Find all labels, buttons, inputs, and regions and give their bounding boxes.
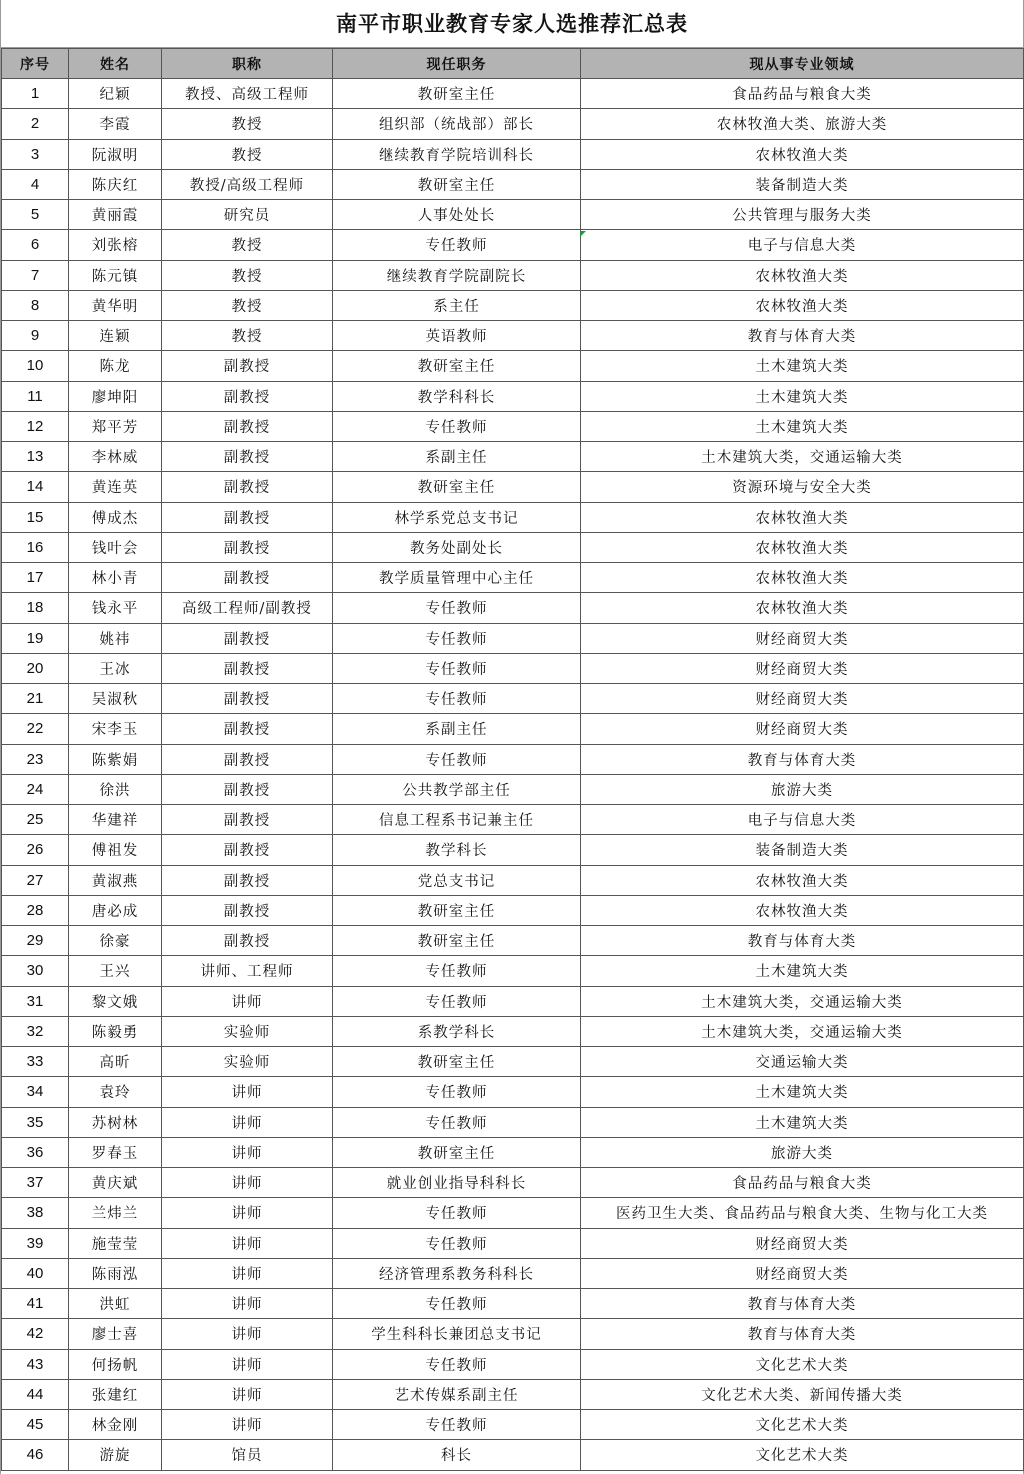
cell-post: 经济管理系教务科科长	[333, 1258, 581, 1288]
cell-rank: 副教授	[162, 532, 333, 562]
table-row	[2, 1349, 1024, 1379]
cell-index: 25	[2, 805, 69, 835]
cell-index: 10	[2, 351, 69, 381]
cell-field: 农林牧渔大类	[581, 895, 1024, 925]
cell-rank: 教授/高级工程师	[162, 169, 333, 199]
cell-index: 15	[2, 502, 69, 532]
cell-index: 9	[2, 321, 69, 351]
table-row	[2, 926, 1024, 956]
cell-post: 专任教师	[333, 1349, 581, 1379]
cell-rank: 副教授	[162, 351, 333, 381]
cell-post: 信息工程系书记兼主任	[333, 805, 581, 835]
cell-rank: 副教授	[162, 472, 333, 502]
table-row	[2, 1168, 1024, 1198]
table-row	[2, 684, 1024, 714]
cell-index: 21	[2, 684, 69, 714]
table-row	[2, 1198, 1024, 1228]
cell-index: 22	[2, 714, 69, 744]
cell-name: 陈毅勇	[69, 1016, 162, 1046]
cell-post: 科长	[333, 1440, 581, 1470]
cell-rank: 教授、高级工程师	[162, 79, 333, 109]
table-row	[2, 351, 1024, 381]
cell-post: 专任教师	[333, 684, 581, 714]
table-row	[2, 1440, 1024, 1470]
cell-rank: 讲师	[162, 1410, 333, 1440]
cell-post: 教研室主任	[333, 926, 581, 956]
table-row	[2, 169, 1024, 199]
cell-rank: 副教授	[162, 805, 333, 835]
cell-field: 农林牧渔大类	[581, 502, 1024, 532]
cell-post: 专任教师	[333, 1289, 581, 1319]
cell-post: 教研室主任	[333, 1047, 581, 1077]
cell-name: 陈元镇	[69, 260, 162, 290]
cell-index: 4	[2, 169, 69, 199]
cell-field: 土木建筑大类	[581, 1077, 1024, 1107]
cell-index: 33	[2, 1047, 69, 1077]
cell-field: 土木建筑大类	[581, 351, 1024, 381]
cell-field: 财经商贸大类	[581, 1228, 1024, 1258]
header-name: 姓名	[69, 49, 162, 79]
table-row	[2, 744, 1024, 774]
cell-post: 林学系党总支书记	[333, 502, 581, 532]
table-row	[2, 1379, 1024, 1409]
cell-name: 姚祎	[69, 623, 162, 653]
cell-name: 洪虹	[69, 1289, 162, 1319]
cell-index: 1	[2, 79, 69, 109]
cell-field: 文化艺术大类、新闻传播大类	[581, 1379, 1024, 1409]
cell-field: 装备制造大类	[581, 169, 1024, 199]
cell-index: 27	[2, 865, 69, 895]
cell-name: 陈紫娟	[69, 744, 162, 774]
cell-rank: 实验师	[162, 1047, 333, 1077]
cell-field: 农林牧渔大类	[581, 593, 1024, 623]
table-row	[2, 563, 1024, 593]
cell-post: 教研室主任	[333, 895, 581, 925]
cell-index: 23	[2, 744, 69, 774]
table-row	[2, 1228, 1024, 1258]
cell-name: 宋李玉	[69, 714, 162, 744]
cell-name: 纪颖	[69, 79, 162, 109]
cell-index: 30	[2, 956, 69, 986]
table-row	[2, 321, 1024, 351]
cell-post: 教研室主任	[333, 472, 581, 502]
cell-index: 34	[2, 1077, 69, 1107]
cell-name: 唐必成	[69, 895, 162, 925]
cell-index: 7	[2, 260, 69, 290]
cell-post: 教务处副处长	[333, 532, 581, 562]
cell-post: 就业创业指导科科长	[333, 1168, 581, 1198]
cell-index: 12	[2, 411, 69, 441]
table-row	[2, 1107, 1024, 1137]
table-title: 南平市职业教育专家人选推荐汇总表	[1, 0, 1023, 48]
cell-rank: 讲师	[162, 986, 333, 1016]
table-row	[2, 230, 1024, 260]
table-row	[2, 593, 1024, 623]
cell-field: 农林牧渔大类	[581, 865, 1024, 895]
table-row	[2, 1319, 1024, 1349]
cell-rank: 讲师	[162, 1258, 333, 1288]
cell-post: 继续教育学院副院长	[333, 260, 581, 290]
cell-field: 文化艺术大类	[581, 1410, 1024, 1440]
cell-field: 旅游大类	[581, 774, 1024, 804]
cell-rank: 副教授	[162, 865, 333, 895]
cell-index: 37	[2, 1168, 69, 1198]
cell-index: 13	[2, 442, 69, 472]
cell-index: 6	[2, 230, 69, 260]
cell-field: 电子与信息大类	[581, 230, 1024, 260]
cell-field: 土木建筑大类	[581, 1107, 1024, 1137]
cell-index: 38	[2, 1198, 69, 1228]
cell-name: 林金刚	[69, 1410, 162, 1440]
cell-rank: 讲师	[162, 1228, 333, 1258]
cell-index: 41	[2, 1289, 69, 1319]
cell-rank: 讲师	[162, 1289, 333, 1319]
cell-index: 26	[2, 835, 69, 865]
cell-field: 教育与体育大类	[581, 1319, 1024, 1349]
cell-field: 教育与体育大类	[581, 926, 1024, 956]
cell-name: 黎文娥	[69, 986, 162, 1016]
cell-name: 廖士喜	[69, 1319, 162, 1349]
cell-index: 35	[2, 1107, 69, 1137]
cell-rank: 高级工程师/副教授	[162, 593, 333, 623]
table-row	[2, 653, 1024, 683]
cell-field: 财经商贸大类	[581, 1258, 1024, 1288]
cell-field: 食品药品与粮食大类	[581, 79, 1024, 109]
cell-name: 高昕	[69, 1047, 162, 1077]
cell-post: 系副主任	[333, 714, 581, 744]
cell-name: 华建祥	[69, 805, 162, 835]
cell-rank: 讲师	[162, 1168, 333, 1198]
cell-field: 旅游大类	[581, 1137, 1024, 1167]
table-row	[2, 290, 1024, 320]
table-row	[2, 139, 1024, 169]
cell-post: 专任教师	[333, 593, 581, 623]
cell-name: 李霞	[69, 109, 162, 139]
table-row	[2, 381, 1024, 411]
cell-rank: 教授	[162, 230, 333, 260]
cell-rank: 讲师、工程师	[162, 956, 333, 986]
table-row	[2, 895, 1024, 925]
cell-rank: 副教授	[162, 442, 333, 472]
cell-field: 交通运输大类	[581, 1047, 1024, 1077]
cell-post: 公共教学部主任	[333, 774, 581, 804]
table-row	[2, 532, 1024, 562]
table-row	[2, 805, 1024, 835]
cell-rank: 实验师	[162, 1016, 333, 1046]
table-row	[2, 200, 1024, 230]
cell-index: 24	[2, 774, 69, 804]
cell-field: 教育与体育大类	[581, 744, 1024, 774]
cell-index: 40	[2, 1258, 69, 1288]
table-row	[2, 1077, 1024, 1107]
cell-field: 土木建筑大类，交通运输大类	[581, 1016, 1024, 1046]
cell-field: 土木建筑大类	[581, 411, 1024, 441]
cell-name: 李林威	[69, 442, 162, 472]
cell-post: 教学质量管理中心主任	[333, 563, 581, 593]
table-row	[2, 1289, 1024, 1319]
table-row	[2, 79, 1024, 109]
cell-post: 艺术传媒系副主任	[333, 1379, 581, 1409]
cell-field: 文化艺术大类	[581, 1440, 1024, 1470]
cell-rank: 副教授	[162, 774, 333, 804]
table-row	[2, 986, 1024, 1016]
cell-index: 16	[2, 532, 69, 562]
header-post: 现任职务	[333, 49, 581, 79]
cell-index: 45	[2, 1410, 69, 1440]
cell-rank: 教授	[162, 321, 333, 351]
table-row	[2, 835, 1024, 865]
cell-index: 43	[2, 1349, 69, 1379]
cell-name: 王冰	[69, 653, 162, 683]
cell-post: 教学科长	[333, 835, 581, 865]
table-row	[2, 502, 1024, 532]
cell-field: 农林牧渔大类	[581, 290, 1024, 320]
cell-field: 财经商贸大类	[581, 623, 1024, 653]
cell-index: 46	[2, 1440, 69, 1470]
cell-name: 罗春玉	[69, 1137, 162, 1167]
cell-field: 财经商贸大类	[581, 653, 1024, 683]
cell-post: 专任教师	[333, 653, 581, 683]
cell-field: 农林牧渔大类、旅游大类	[581, 109, 1024, 139]
cell-field: 农林牧渔大类	[581, 139, 1024, 169]
cell-name: 兰炜兰	[69, 1198, 162, 1228]
cell-index: 5	[2, 200, 69, 230]
cell-name: 苏树林	[69, 1107, 162, 1137]
cell-rank: 讲师	[162, 1379, 333, 1409]
cell-rank: 副教授	[162, 744, 333, 774]
cell-post: 教研室主任	[333, 79, 581, 109]
cell-name: 阮淑明	[69, 139, 162, 169]
cell-post: 专任教师	[333, 1077, 581, 1107]
cell-name: 傅成杰	[69, 502, 162, 532]
cell-rank: 副教授	[162, 714, 333, 744]
cell-index: 32	[2, 1016, 69, 1046]
cell-name: 黄华明	[69, 290, 162, 320]
cell-name: 钱叶会	[69, 532, 162, 562]
cell-field: 财经商贸大类	[581, 684, 1024, 714]
cell-name: 林小青	[69, 563, 162, 593]
cell-index: 11	[2, 381, 69, 411]
cell-name: 徐洪	[69, 774, 162, 804]
cell-name: 廖坤阳	[69, 381, 162, 411]
cell-field: 教育与体育大类	[581, 1289, 1024, 1319]
table-row	[2, 1016, 1024, 1046]
cell-index: 29	[2, 926, 69, 956]
cell-post: 专任教师	[333, 623, 581, 653]
cell-field: 医药卫生大类、食品药品与粮食大类、生物与化工大类	[581, 1198, 1024, 1228]
cell-name: 施莹莹	[69, 1228, 162, 1258]
cell-index: 17	[2, 563, 69, 593]
cell-name: 连颖	[69, 321, 162, 351]
table-row	[2, 411, 1024, 441]
cell-field: 土木建筑大类	[581, 956, 1024, 986]
cell-rank: 讲师	[162, 1198, 333, 1228]
cell-field: 农林牧渔大类	[581, 563, 1024, 593]
table-row	[2, 1410, 1024, 1440]
cell-post: 教研室主任	[333, 169, 581, 199]
cell-name: 陈龙	[69, 351, 162, 381]
cell-index: 8	[2, 290, 69, 320]
cell-field: 教育与体育大类	[581, 321, 1024, 351]
cell-field: 土木建筑大类	[581, 381, 1024, 411]
cell-post: 专任教师	[333, 1198, 581, 1228]
cell-rank: 讲师	[162, 1349, 333, 1379]
cell-post: 专任教师	[333, 230, 581, 260]
cell-field: 电子与信息大类	[581, 805, 1024, 835]
cell-rank: 副教授	[162, 411, 333, 441]
cell-name: 吴淑秋	[69, 684, 162, 714]
cell-index: 18	[2, 593, 69, 623]
cell-index: 31	[2, 986, 69, 1016]
cell-name: 黄庆斌	[69, 1168, 162, 1198]
cell-field: 公共管理与服务大类	[581, 200, 1024, 230]
cell-rank: 教授	[162, 260, 333, 290]
cell-field: 食品药品与粮食大类	[581, 1168, 1024, 1198]
table-row	[2, 442, 1024, 472]
table-body	[2, 79, 1024, 1471]
cell-field: 装备制造大类	[581, 835, 1024, 865]
cell-index: 28	[2, 895, 69, 925]
expert-table	[1, 48, 1024, 1471]
cell-rank: 副教授	[162, 684, 333, 714]
cell-post: 党总支书记	[333, 865, 581, 895]
cell-name: 黄淑燕	[69, 865, 162, 895]
cell-name: 郑平芳	[69, 411, 162, 441]
table-row	[2, 109, 1024, 139]
cell-field: 资源环境与安全大类	[581, 472, 1024, 502]
header-rank: 职称	[162, 49, 333, 79]
cell-post: 专任教师	[333, 986, 581, 1016]
cell-post: 系主任	[333, 290, 581, 320]
table-row	[2, 1047, 1024, 1077]
cell-post: 专任教师	[333, 1228, 581, 1258]
cell-post: 组织部（统战部）部长	[333, 109, 581, 139]
cell-field: 农林牧渔大类	[581, 260, 1024, 290]
cell-post: 教学科科长	[333, 381, 581, 411]
cell-name: 陈雨泓	[69, 1258, 162, 1288]
cell-rank: 研究员	[162, 200, 333, 230]
table-row	[2, 1137, 1024, 1167]
cell-rank: 副教授	[162, 502, 333, 532]
cell-post: 系教学科长	[333, 1016, 581, 1046]
cell-rank: 讲师	[162, 1107, 333, 1137]
header-row	[2, 49, 1024, 79]
table-row	[2, 623, 1024, 653]
cell-post: 专任教师	[333, 1410, 581, 1440]
cell-rank: 副教授	[162, 926, 333, 956]
cell-index: 20	[2, 653, 69, 683]
cell-rank: 副教授	[162, 381, 333, 411]
cell-index: 39	[2, 1228, 69, 1258]
cell-name: 刘张榕	[69, 230, 162, 260]
cell-name: 王兴	[69, 956, 162, 986]
table-row	[2, 956, 1024, 986]
cell-post: 专任教师	[333, 411, 581, 441]
cell-post: 继续教育学院培训科长	[333, 139, 581, 169]
cell-rank: 讲师	[162, 1137, 333, 1167]
cell-post: 英语教师	[333, 321, 581, 351]
cell-name: 徐豪	[69, 926, 162, 956]
table-row	[2, 1258, 1024, 1288]
table-row	[2, 714, 1024, 744]
cell-post: 人事处处长	[333, 200, 581, 230]
cell-field: 农林牧渔大类	[581, 532, 1024, 562]
cell-field: 土木建筑大类，交通运输大类	[581, 986, 1024, 1016]
cell-name: 陈庆红	[69, 169, 162, 199]
cell-index: 2	[2, 109, 69, 139]
table-row	[2, 472, 1024, 502]
cell-post: 学生科科长兼团总支书记	[333, 1319, 581, 1349]
cell-name: 黄连英	[69, 472, 162, 502]
cell-name: 游旋	[69, 1440, 162, 1470]
cell-post: 教研室主任	[333, 351, 581, 381]
cell-name: 张建红	[69, 1379, 162, 1409]
cell-index: 42	[2, 1319, 69, 1349]
cell-name: 黄丽霞	[69, 200, 162, 230]
header-field: 现从事专业领域	[581, 49, 1024, 79]
cell-rank: 副教授	[162, 835, 333, 865]
cell-name: 袁玲	[69, 1077, 162, 1107]
cell-post: 专任教师	[333, 956, 581, 986]
cell-rank: 馆员	[162, 1440, 333, 1470]
cell-index: 19	[2, 623, 69, 653]
cell-post: 教研室主任	[333, 1137, 581, 1167]
cell-comment-marker	[580, 231, 586, 237]
cell-index: 3	[2, 139, 69, 169]
cell-field: 文化艺术大类	[581, 1349, 1024, 1379]
cell-rank: 讲师	[162, 1077, 333, 1107]
cell-name: 何扬帆	[69, 1349, 162, 1379]
cell-rank: 副教授	[162, 563, 333, 593]
cell-rank: 副教授	[162, 623, 333, 653]
cell-field: 财经商贸大类	[581, 714, 1024, 744]
cell-post: 专任教师	[333, 744, 581, 774]
cell-field: 土木建筑大类，交通运输大类	[581, 442, 1024, 472]
header-index: 序号	[2, 49, 69, 79]
cell-post: 专任教师	[333, 1107, 581, 1137]
cell-rank: 讲师	[162, 1319, 333, 1349]
cell-rank: 副教授	[162, 653, 333, 683]
cell-index: 44	[2, 1379, 69, 1409]
cell-rank: 教授	[162, 109, 333, 139]
cell-rank: 教授	[162, 139, 333, 169]
cell-post: 系副主任	[333, 442, 581, 472]
cell-name: 钱永平	[69, 593, 162, 623]
table-row	[2, 774, 1024, 804]
cell-name: 傅祖发	[69, 835, 162, 865]
cell-index: 14	[2, 472, 69, 502]
cell-rank: 教授	[162, 290, 333, 320]
cell-rank: 副教授	[162, 895, 333, 925]
table-row	[2, 865, 1024, 895]
cell-index: 36	[2, 1137, 69, 1167]
table-row	[2, 260, 1024, 290]
